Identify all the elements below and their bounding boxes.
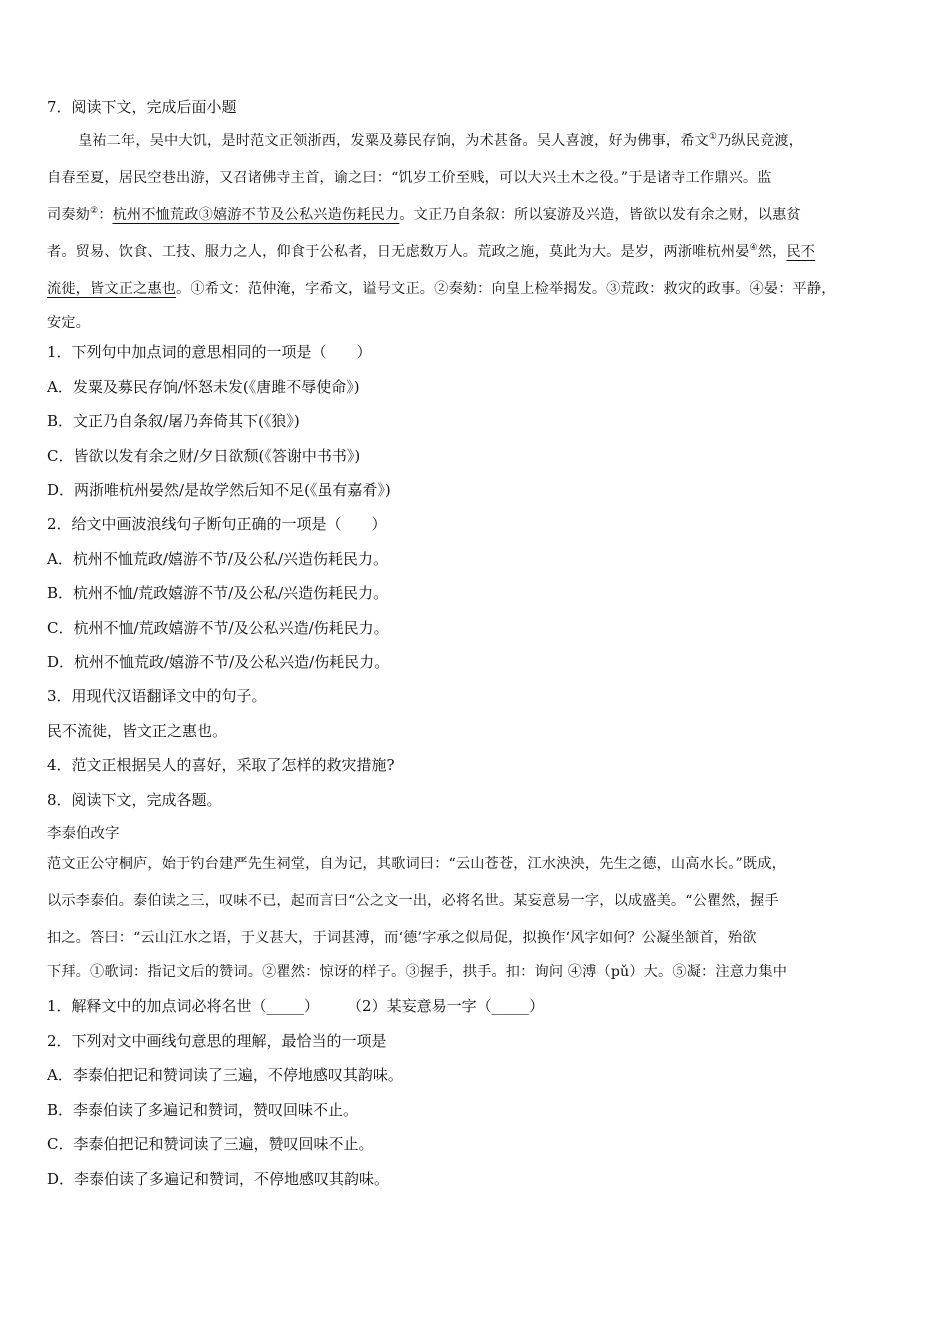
option-a: A．杭州不恤荒政/嬉游不节/及公私/兴造伤耗民力。: [47, 549, 388, 568]
question-8-title: 8．阅读下文，完成各题。: [47, 790, 222, 809]
passage-line: 者。贸易、饮食、工技、服力之人，仰食于公私者，日无虑数万人。荒政之施，莫此为大。是岁，两浙唯杭州晏④然，民不: [47, 243, 816, 260]
wavy-underlined-sentence: 杭州不恤荒政③嬉游不节及公私兴造伤耗民力: [112, 207, 400, 223]
option-a: A．发粟及募民存饷/怀怒未发(《唐雎不辱使命》): [47, 377, 360, 396]
question-7-3: 3．用现代汉语翻译文中的句子。: [47, 687, 267, 705]
passage-heading: 李泰伯改字: [47, 826, 120, 842]
translation-sentence: 民不流徙，皆文正之惠也。: [47, 721, 228, 740]
option-c: C．杭州不恤/荒政嬉游不节/及公私兴造/伤耗民力。: [47, 618, 389, 637]
passage-line: 扣之。答曰：“云山江水之语，于义甚大，于词甚溥，而‘德’字承之似局促，拟换作‘风字如何？公凝坐颔首，殆欲: [47, 930, 757, 946]
document-page: [47, 97, 909, 1189]
footnote-marker: ①: [708, 132, 718, 142]
option-b: B．杭州不恤/荒政嬉游不节/及公私/兴造伤耗民力。: [47, 584, 389, 602]
passage-line: 安定。: [47, 315, 91, 331]
question-8-passage: [47, 846, 909, 987]
passage-line: 皇祐二年，吴中大饥，是时范文正领浙西，发粟及募民存饷，为术甚备。吴人喜渡，好为佛事，希文①乃纵民竞渡，: [78, 132, 804, 149]
underlined-sentence: 流徙，皆文正之惠也: [47, 281, 177, 297]
question-8-1: 1．解释文中的加点词必将名世（_____） （2）某妄意易一字（_____）: [47, 997, 545, 1015]
underlined-sentence: 民不: [786, 244, 816, 260]
footnote-marker: ④: [749, 243, 758, 253]
passage-line: 以示李泰伯。泰伯读之三，叹味不已，起而言曰“公之文一出，必将名世。某妄意易一字，以成盛美。“公瞿然，握手: [47, 893, 779, 909]
option-b: B．文正乃自条叙/屠乃奔倚其下(《狼》): [47, 412, 300, 430]
question-7-1: 1．下列句中加点词的意思相同的一项是（ ）: [47, 343, 372, 361]
question-7-2: 2．给文中画波浪线句子断句正确的一项是（ ）: [47, 515, 387, 533]
footnote-marker: ②: [90, 206, 99, 216]
passage-line: 流徙，皆文正之惠也。①希文：范仲淹，字希文，谥号文正。②奏劾：向皇上检举揭发。③荒政：救灾的政事。④晏：平静，: [47, 281, 836, 297]
option-d: D．两浙唯杭州晏然/是故学然后知不足(《虽有嘉肴》): [47, 481, 391, 499]
option-d: D．杭州不恤荒政/嬉游不节/及公私兴造/伤耗民力。: [47, 653, 390, 671]
question-7-title: 7．阅读下文，完成后面小题: [47, 98, 237, 116]
question-7-4: 4．范文正根据吴人的喜好，采取了怎样的救灾措施?: [47, 756, 395, 774]
question-7-passage: [47, 123, 909, 338]
passage-line: 下拜。①歌词：指记文后的赞词。②瞿然：惊讶的样子。③握手，拱手。扣：询问 ④溥（pǔ）大。⑤凝：注意力集中: [47, 964, 788, 980]
passage-line: 范文正公守桐庐，始于钓台建严先生祠堂，自为记，其歌词曰：“云山苍苍，江水泱泱，先生之德，山高水长。”既成，: [47, 856, 786, 872]
option-c: C．李泰伯把记和赞词读了三遍，赞叹回味不止。: [47, 1135, 374, 1153]
option-a: A．李泰伯把记和赞词读了三遍，不停地感叹其韵味。: [47, 1066, 403, 1084]
option-b: B．李泰伯读了多遍记和赞词，赞叹回味不止。: [47, 1100, 359, 1119]
passage-line: 自春至夏，居民空巷出游，又召诸佛寺主首，谕之曰：“饥岁工价至贱，可以大兴土木之役。”于是诸寺工作鼎兴。监: [47, 170, 772, 186]
option-c: C．皆欲以发有余之财/夕日欲颓(《答谢中书书》): [47, 446, 361, 465]
question-8-2: 2．下列对文中画线句意思的理解，最恰当的一项是: [47, 1031, 387, 1050]
option-d: D．李泰伯读了多遍记和赞词，不停地感叹其韵味。: [47, 1169, 390, 1188]
passage-line: 司奏劾②：杭州不恤荒政③嬉游不节及公私兴造伤耗民力。文正乃自条叙：所以宴游及兴造，皆欲以发有余之财，以惠贫: [47, 206, 801, 223]
